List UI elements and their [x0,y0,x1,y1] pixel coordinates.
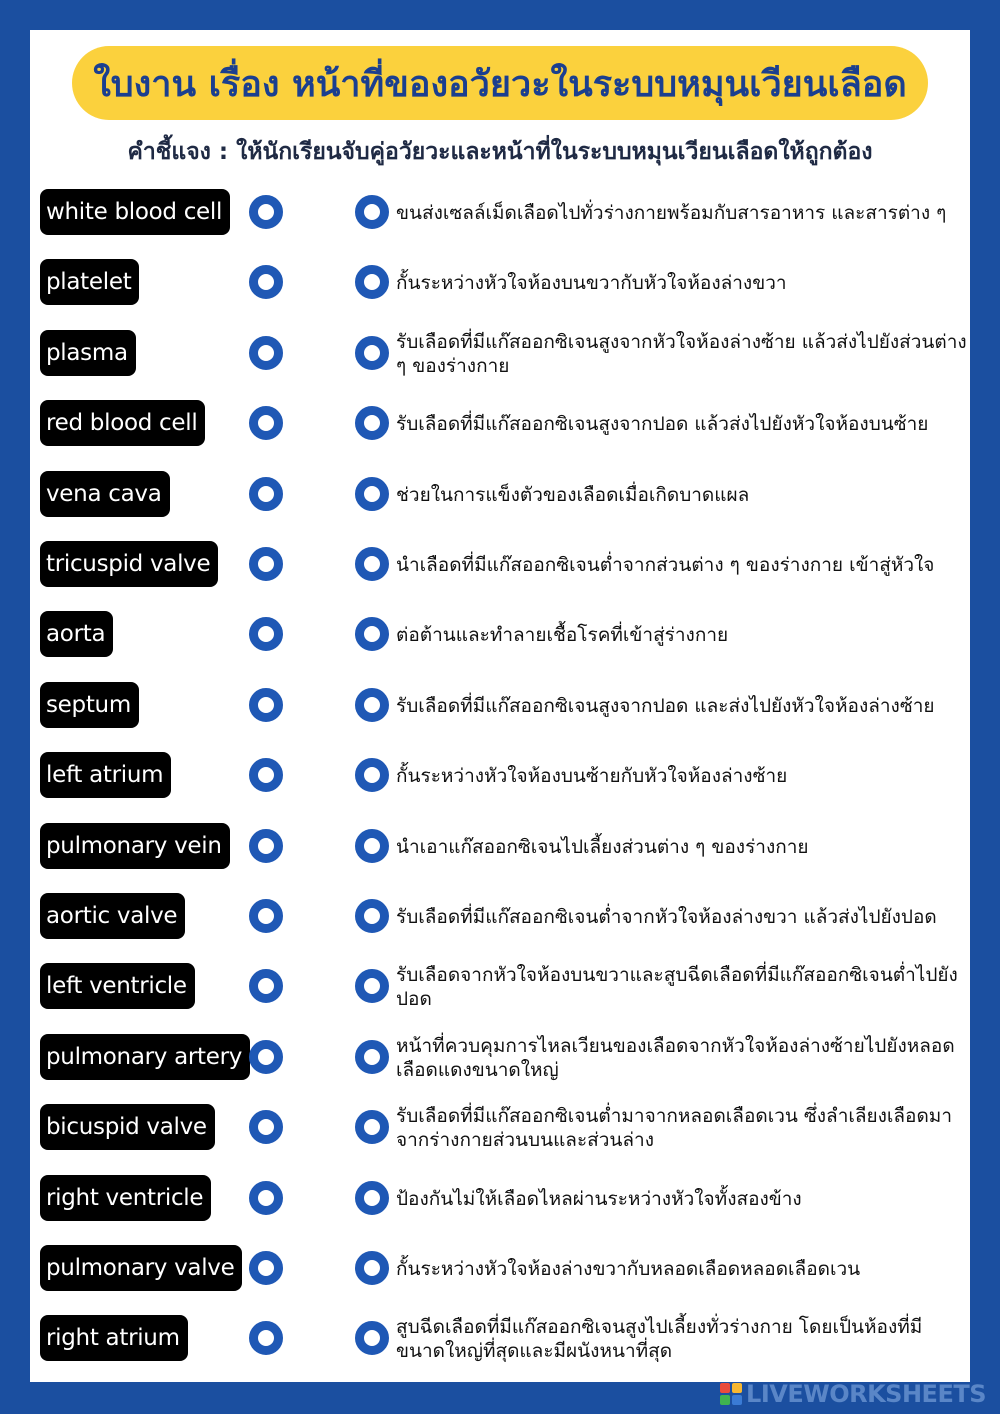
function-description-text: รับเลือดที่มีแก๊สออกซิเจนสูงจากปอด และส่งไปยังหัวใจห้องล่างซ้าย [396,694,935,717]
function-description [396,817,968,877]
function-match-dot-icon[interactable] [355,829,389,863]
function-description-text: รับเลือดจากหัวใจห้องบนขวาและสูบฉีดเลือดที่มีแก๊สออกซิเจนต่ำไปยังปอด [396,964,958,1011]
term-label: plasma [40,330,136,376]
function-match-dot-icon[interactable] [355,477,389,511]
term-match-dot-icon[interactable] [249,1110,283,1144]
function-description [396,605,968,665]
term-label: septum [40,682,139,728]
term-label: platelet [40,259,139,305]
term-label: bicuspid valve [40,1104,215,1150]
term-match-dot-icon[interactable] [249,1251,283,1285]
function-description-text: รับเลือดที่มีแก๊สออกซิเจนต่ำจากหัวใจห้องล่างขวา แล้วส่งไปยังปอด [396,906,937,928]
function-description-text: หน้าที่ควบคุมการไหลเวียนของเลือดจากหัวใจห้องล่างซ้ายไปยังหลอดเลือดแดงขนาดใหญ่ [396,1034,955,1081]
function-description [396,324,968,384]
function-description [396,1239,968,1299]
term-match-dot-icon[interactable] [249,195,283,229]
term-label: left atrium [40,752,171,798]
term-match-dot-icon[interactable] [249,547,283,581]
term-match-dot-icon[interactable] [249,336,283,370]
term-label: right ventricle [40,1175,211,1221]
matching-row [30,1239,970,1299]
function-description [396,394,968,454]
function-description-text: สูบฉีดเลือดที่มีแก๊สออกซิเจนสูงไปเลี้ยงทั่วร่างกาย โดยเป็นห้องที่มีขนาดใหญ่ที่สุดและมีผนังหนาที่สุด [396,1316,923,1363]
watermark-text: LIVEWORKSHEETS [746,1380,986,1408]
term-match-dot-icon[interactable] [249,477,283,511]
function-match-dot-icon[interactable] [355,1181,389,1215]
term-match-dot-icon[interactable] [249,617,283,651]
function-match-dot-icon[interactable] [355,688,389,722]
term-match-dot-icon[interactable] [249,406,283,440]
matching-row [30,957,970,1017]
matching-row [30,887,970,947]
matching-row [30,1309,970,1369]
function-description [396,465,968,525]
function-description-text: รับเลือดที่มีแก๊สออกซิเจนสูงจากหัวใจห้องล่างซ้าย แล้วส่งไปยังส่วนต่าง ๆ ของร่างกาย [396,330,967,377]
term-match-dot-icon[interactable] [249,1181,283,1215]
function-match-dot-icon[interactable] [355,758,389,792]
function-match-dot-icon[interactable] [355,406,389,440]
function-description [396,253,968,313]
function-description [396,183,968,243]
worksheet-title: ใบงาน เรื่อง หน้าที่ของอวัยวะในระบบหมุนเวียนเลือด [72,46,928,120]
term-match-dot-icon[interactable] [249,688,283,722]
function-description [396,1028,968,1088]
matching-row [30,324,970,384]
function-description-text: รับเลือดที่มีแก๊สออกซิเจนต่ำมาจากหลอดเลือดเวน ซึ่งลำเลียงเลือดมาจากร่างกายส่วนบนและส่วนล่าง [396,1105,953,1152]
function-match-dot-icon[interactable] [355,1110,389,1144]
function-match-dot-icon[interactable] [355,195,389,229]
function-match-dot-icon[interactable] [355,969,389,1003]
matching-row [30,253,970,313]
function-description-text: ป้องกันไม่ให้เลือดไหลผ่านระหว่างหัวใจทั้งสองข้าง [396,1187,802,1210]
function-description-text: รับเลือดที่มีแก๊สออกซิเจนสูงจากปอด แล้วส่งไปยังหัวใจห้องบนซ้าย [396,413,929,436]
function-match-dot-icon[interactable] [355,547,389,581]
function-description-text: นำเอาแก๊สออกซิเจนไปเลี้ยงส่วนต่าง ๆ ของร่างกาย [396,835,809,858]
function-description-text: ต่อต้านและทำลายเชื้อโรคที่เข้าสู่ร่างกาย [396,624,729,647]
function-match-dot-icon[interactable] [355,1251,389,1285]
term-label: left ventricle [40,963,195,1009]
function-description-text: ช่วยในการแข็งตัวของเลือดเมื่อเกิดบาดแผล [396,483,750,506]
term-match-dot-icon[interactable] [249,265,283,299]
term-label: red blood cell [40,400,205,446]
matching-row [30,1098,970,1158]
instruction-text: คำชี้แจง : ให้นักเรียนจับคู่อวัยวะและหน้าที่ในระบบหมุนเวียนเลือดให้ถูกต้อง [127,139,873,165]
function-description-text: กั้นระหว่างหัวใจห้องบนซ้ายกับหัวใจห้องล่างซ้าย [396,765,788,788]
term-label: aorta [40,611,113,657]
liveworksheets-logo-icon [720,1383,742,1405]
term-label: vena cava [40,471,170,517]
matching-row [30,535,970,595]
matching-row [30,676,970,736]
function-match-dot-icon[interactable] [355,265,389,299]
term-match-dot-icon[interactable] [249,758,283,792]
function-description [396,1309,968,1369]
matching-row [30,465,970,525]
term-match-dot-icon[interactable] [249,899,283,933]
function-description [396,957,968,1017]
matching-row [30,183,970,243]
term-label: aortic valve [40,893,185,939]
matching-row [30,394,970,454]
term-match-dot-icon[interactable] [249,969,283,1003]
function-match-dot-icon[interactable] [355,899,389,933]
term-label: pulmonary valve [40,1245,242,1291]
function-description [396,1169,968,1229]
function-description [396,535,968,595]
worksheet-page [30,30,970,1382]
matching-row [30,817,970,877]
function-description [396,887,968,947]
term-label: right atrium [40,1315,188,1361]
matching-row [30,1028,970,1088]
matching-row [30,746,970,806]
function-description-text: กั้นระหว่างหัวใจห้องล่างขวากับหลอดเลือดหลอดเลือดเวน [396,1258,861,1280]
liveworksheets-watermark [720,1380,986,1408]
function-match-dot-icon[interactable] [355,1321,389,1355]
function-match-dot-icon[interactable] [355,617,389,651]
function-description-text: ขนส่งเซลล์เม็ดเลือดไปทั่วร่างกายพร้อมกับสารอาหาร และสารต่าง ๆ [396,202,947,224]
function-description-text: กั้นระหว่างหัวใจห้องบนขวากับหัวใจห้องล่างขวา [396,272,787,295]
term-label: white blood cell [40,189,230,235]
function-description [396,746,968,806]
term-match-dot-icon[interactable] [249,829,283,863]
function-match-dot-icon[interactable] [355,336,389,370]
function-description-text: นำเลือดที่มีแก๊สออกซิเจนต่ำจากส่วนต่าง ๆ ของร่างกาย เข้าสู่หัวใจ [396,554,935,576]
term-match-dot-icon[interactable] [249,1321,283,1355]
matching-row [30,605,970,665]
function-description [396,676,968,736]
term-label: pulmonary artery [40,1034,250,1080]
term-match-dot-icon[interactable] [249,1040,283,1074]
function-description [396,1098,968,1158]
function-match-dot-icon[interactable] [355,1040,389,1074]
matching-row [30,1169,970,1229]
term-label: pulmonary vein [40,823,230,869]
term-label: tricuspid valve [40,541,218,587]
